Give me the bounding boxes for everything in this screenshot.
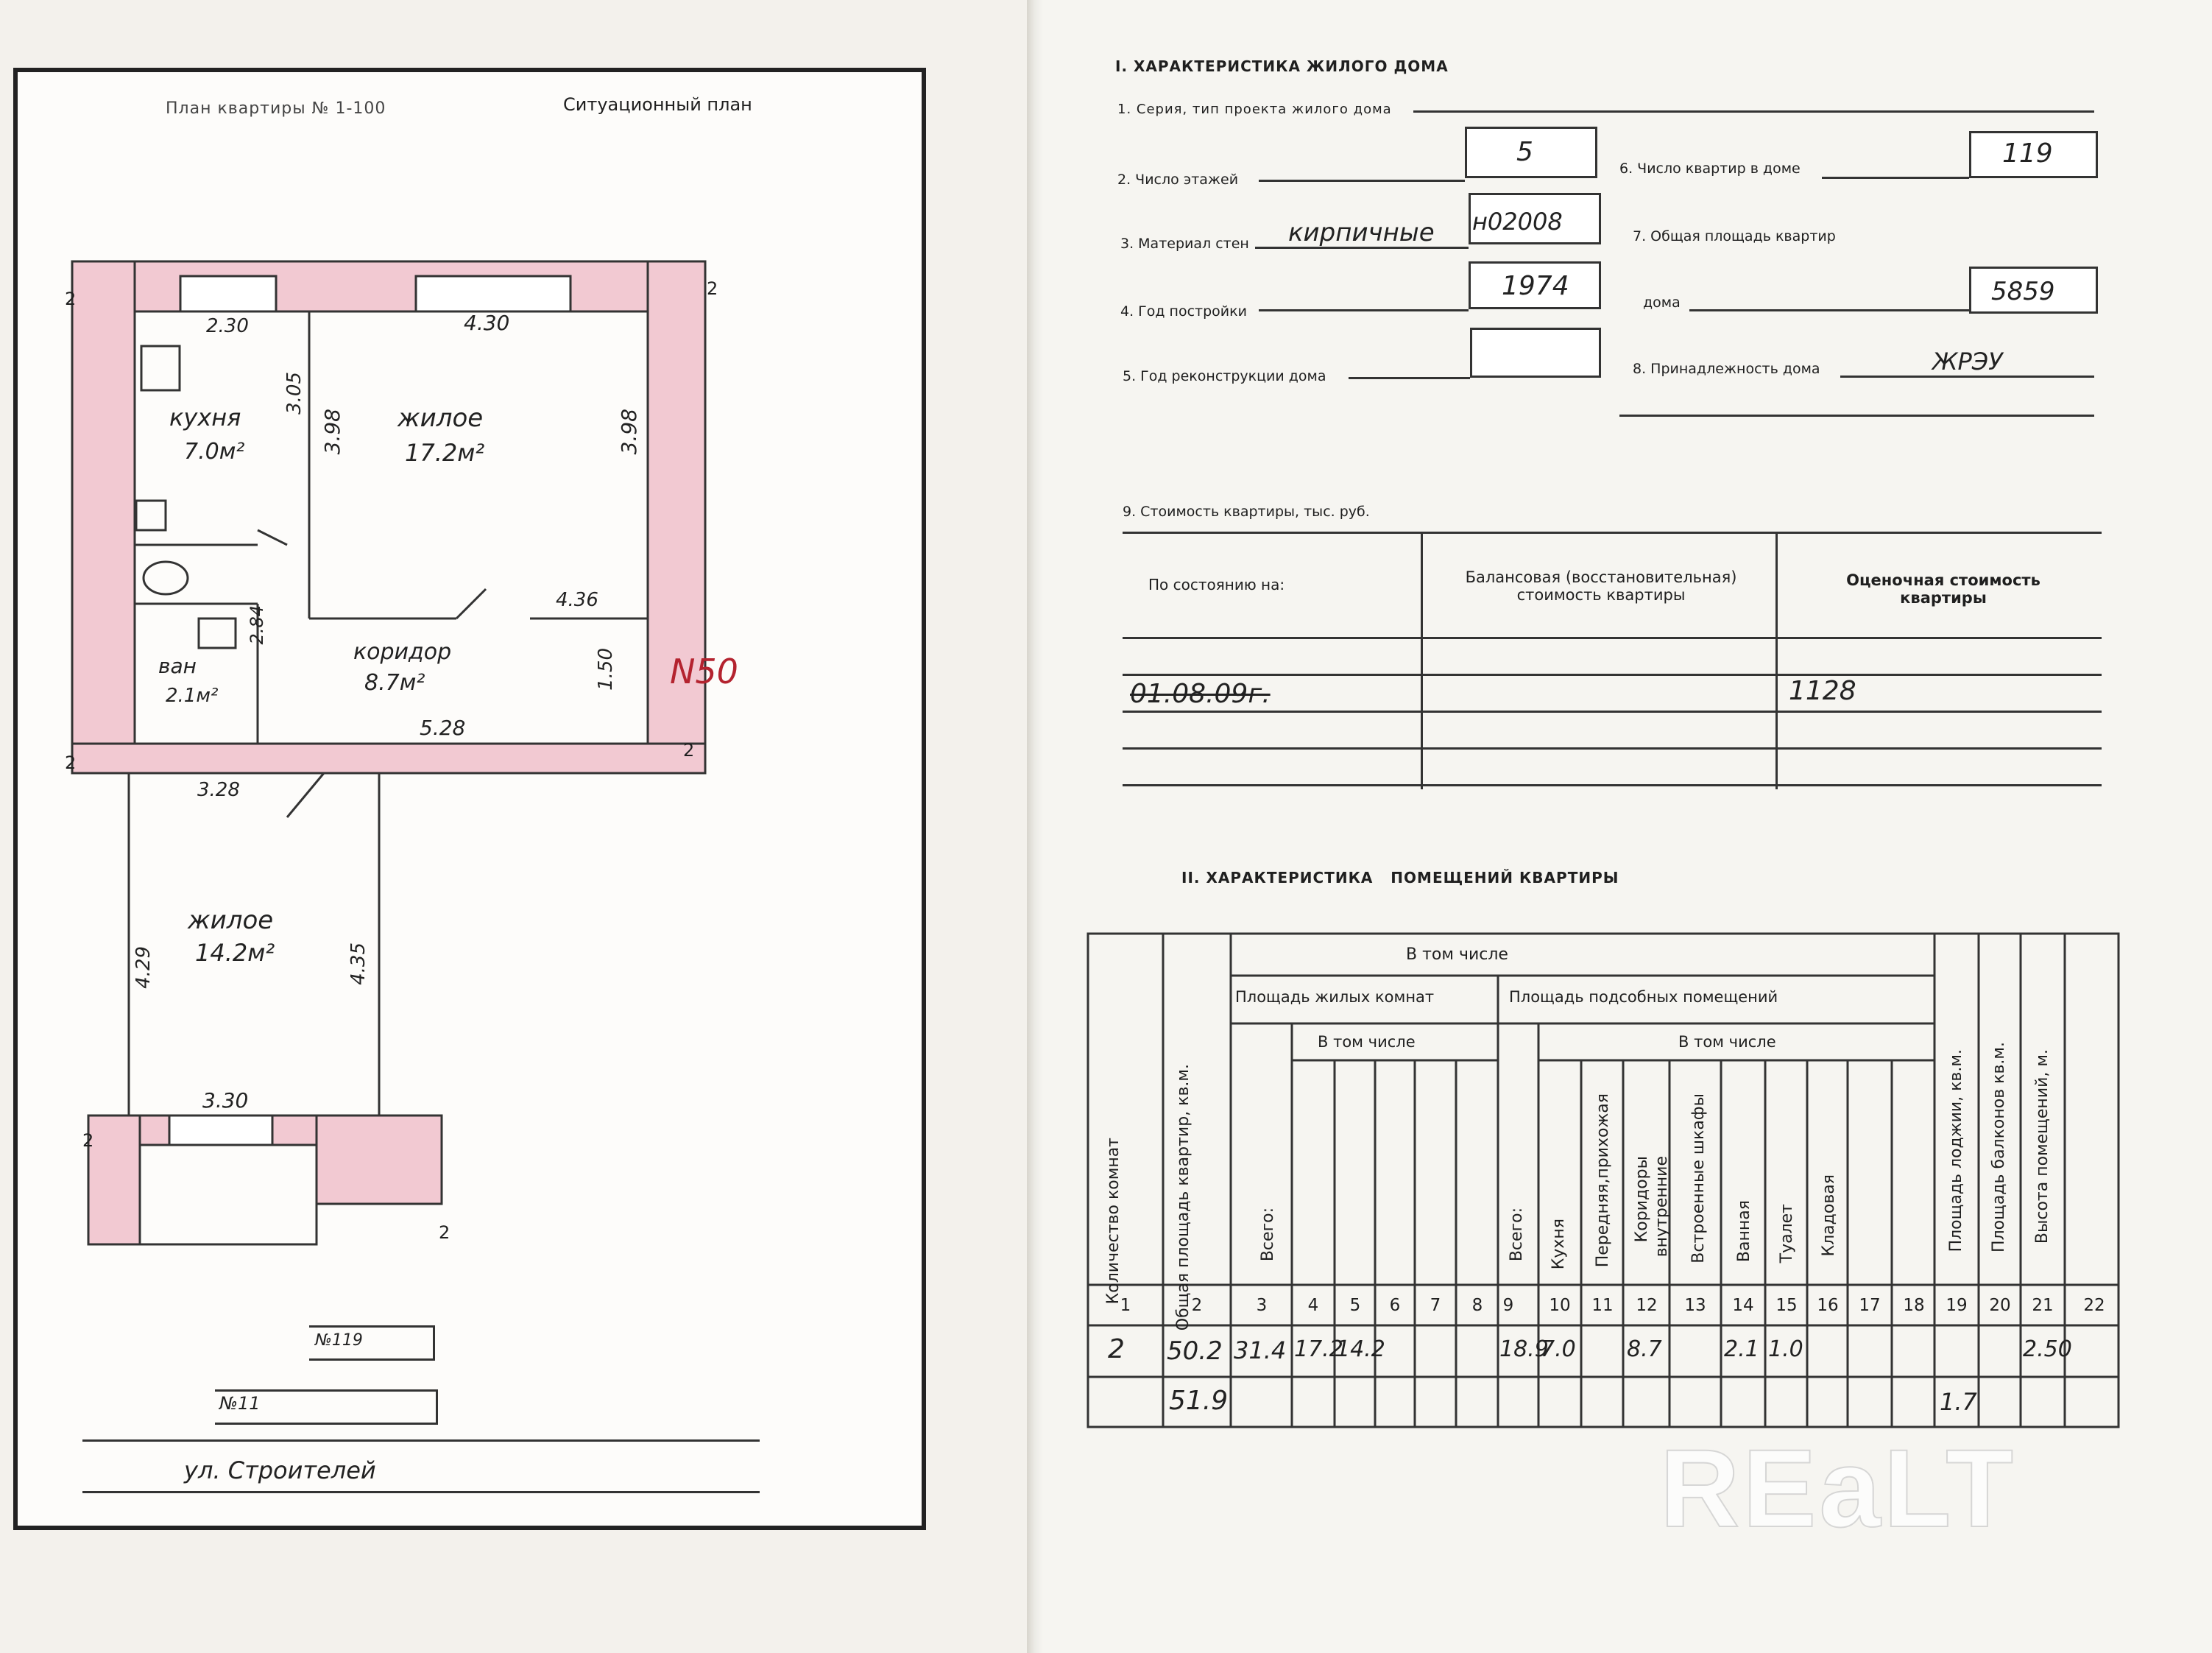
- col-number: 13: [1684, 1296, 1706, 1315]
- col-kitchen: Кухня: [1550, 1219, 1568, 1270]
- field-8-value: ЖРЭУ: [1932, 348, 2003, 376]
- dim-1-50: 1.50: [595, 648, 617, 691]
- cost-estimate-value: 1128: [1789, 676, 1856, 706]
- cell-room-1: 17.2: [1294, 1336, 1343, 1362]
- field-5-label: 5. Год реконструкции дома: [1123, 368, 1326, 384]
- dim-4-36: 4.36: [556, 589, 598, 611]
- col-number: 9: [1502, 1296, 1514, 1315]
- living2-area: 14.2м²: [195, 939, 275, 967]
- col-number: 21: [2032, 1296, 2054, 1315]
- cell-room-2: 14.2: [1336, 1336, 1385, 1362]
- section-2-heading: II. ХАРАКТЕРИСТИКА ПОМЕЩЕНИЙ КВАРТИРЫ: [1181, 869, 1619, 887]
- field-3-label: 3. Материал стен: [1120, 236, 1249, 252]
- cell-aux-total: 18.9: [1499, 1336, 1549, 1362]
- section-1-heading: I. ХАРАКТЕРИСТИКА ЖИЛОГО ДОМА: [1115, 57, 1449, 75]
- field-4-value: 1974: [1502, 271, 1569, 301]
- col-number: 8: [1471, 1296, 1483, 1315]
- field-9-label: 9. Стоимость квартиры, тыс. руб.: [1123, 504, 1370, 520]
- dim-4-30: 4.30: [464, 311, 510, 335]
- cell-total-area-2: 51.9: [1169, 1386, 1229, 1416]
- field-1-label: 1. Серия, тип проекта жилого дома: [1117, 102, 1392, 117]
- col-rooms-count: Количество комнат: [1104, 1138, 1123, 1305]
- col-total-area: Общая площадь квартир, кв.м.: [1174, 1064, 1192, 1331]
- col-hallway: Передняя,прихожая: [1594, 1093, 1612, 1268]
- col-number: 20: [1989, 1296, 2011, 1315]
- cell-kitchen: 7.0: [1541, 1336, 1576, 1362]
- dim-3-30: 3.30: [202, 1088, 249, 1113]
- wall-mark-tl: 2: [65, 289, 77, 309]
- dim-3-98-right: 3.98: [617, 409, 641, 455]
- apartment-number-mark: N50: [670, 652, 738, 691]
- building-11-label: №11: [219, 1393, 261, 1414]
- table-header-aux-including: В том числе: [1678, 1033, 1776, 1051]
- cost-header-estimate-line2: квартиры: [1900, 589, 1987, 607]
- col-number: 14: [1732, 1296, 1754, 1315]
- col-built-in-closets: Встроенные шкафы: [1689, 1093, 1708, 1263]
- col-bathroom: Ванная: [1735, 1200, 1753, 1263]
- col-number: 4: [1307, 1296, 1319, 1315]
- dim-4-35: 4.35: [347, 942, 370, 985]
- dim-3-05: 3.05: [283, 372, 305, 415]
- street-label: ул. Строителей: [184, 1456, 376, 1484]
- table-header-aux: Площадь подсобных помещений: [1509, 988, 1778, 1006]
- kitchen-area: 7.0м²: [184, 439, 245, 465]
- field-2-value: 5: [1516, 137, 1533, 167]
- building-119-label: №119: [315, 1331, 363, 1350]
- col-number: 22: [2083, 1296, 2105, 1315]
- col-corridors-internal: внутренние: [1653, 1156, 1671, 1258]
- cell-loggia: 1.7: [1940, 1388, 1977, 1416]
- col-number: 7: [1430, 1296, 1441, 1315]
- col-number: 19: [1946, 1296, 1968, 1315]
- field-2-label: 2. Число этажей: [1117, 172, 1239, 188]
- col-room-height: Высота помещений, м.: [2033, 1049, 2052, 1244]
- table-header-living-including: В том числе: [1318, 1033, 1416, 1051]
- col-number: 16: [1817, 1296, 1839, 1315]
- field-6-value: 119: [2002, 138, 2053, 169]
- dim-3-98-left: 3.98: [320, 409, 344, 455]
- col-number: 17: [1859, 1296, 1881, 1315]
- cell-corridors: 8.7: [1627, 1336, 1662, 1362]
- kitchen-label: кухня: [169, 403, 241, 431]
- wall-mark-mr: 2: [683, 740, 695, 761]
- dim-2-84: 2.84: [247, 605, 267, 645]
- col-number: 5: [1349, 1296, 1361, 1315]
- cell-living-total: 31.4: [1234, 1336, 1287, 1364]
- dim-2-30: 2.30: [206, 315, 249, 337]
- col-number: 15: [1775, 1296, 1798, 1315]
- cell-total-area: 50.2: [1167, 1336, 1223, 1366]
- table-header-including: В том числе: [1406, 945, 1508, 964]
- cost-date-value: 01.08.09г.: [1130, 679, 1271, 709]
- col-number: 11: [1591, 1296, 1614, 1315]
- plan-title: План квартиры № 1-100: [166, 99, 386, 118]
- col-number: 10: [1549, 1296, 1571, 1315]
- col-number: 3: [1256, 1296, 1268, 1315]
- field-7-value: 5859: [1991, 277, 2055, 306]
- cell-height: 2.50: [2023, 1336, 2072, 1362]
- field-3-value-b: н02008: [1472, 208, 1563, 236]
- col-living-total: Всего:: [1259, 1208, 1277, 1262]
- col-corridors: Коридоры: [1633, 1156, 1651, 1243]
- field-6-label: 6. Число квартир в доме: [1619, 161, 1801, 177]
- col-toilet: Туалет: [1778, 1204, 1796, 1263]
- watermark: REaLT: [1660, 1426, 2016, 1550]
- col-loggia-area: Площадь лоджии, кв.м.: [1947, 1049, 1965, 1252]
- corridor-label: коридор: [353, 639, 452, 665]
- field-7-label: 7. Общая площадь квартир: [1633, 228, 1836, 244]
- situation-title: Ситуационный план: [563, 94, 752, 115]
- col-number: 12: [1636, 1296, 1658, 1315]
- cell-toilet: 1.0: [1768, 1336, 1803, 1362]
- field-8-label: 8. Принадлежность дома: [1633, 361, 1820, 377]
- cost-header-balance-line1: Балансовая (восстановительная): [1465, 568, 1737, 586]
- cell-bathroom: 2.1: [1724, 1336, 1759, 1362]
- living1-area: 17.2м²: [405, 439, 485, 467]
- col-balcony-area: Площадь балконов кв.м.: [1990, 1042, 2008, 1252]
- col-number: 6: [1389, 1296, 1401, 1315]
- col-number: 1: [1120, 1296, 1131, 1315]
- corridor-area: 8.7м²: [364, 670, 425, 696]
- cell-rooms: 2: [1108, 1334, 1125, 1364]
- field-7-label-2: дома: [1643, 295, 1681, 311]
- table-header-living: Площадь жилых комнат: [1235, 988, 1435, 1006]
- field-4-label: 4. Год постройки: [1120, 303, 1247, 320]
- living2-label: жилое: [188, 906, 274, 935]
- col-storage: Кладовая: [1820, 1174, 1838, 1257]
- wall-mark-bl: 2: [82, 1130, 94, 1151]
- bath-label: ван: [158, 654, 197, 678]
- cost-header-date: По состоянию на:: [1148, 576, 1285, 593]
- col-number: 2: [1191, 1296, 1203, 1315]
- cost-header-estimate-line1: Оценочная стоимость: [1846, 571, 2040, 589]
- living1-label: жилое: [397, 403, 484, 433]
- dim-5-28: 5.28: [420, 716, 466, 740]
- cost-header-balance-line2: стоимость квартиры: [1516, 586, 1686, 604]
- wall-mark-br: 2: [439, 1222, 450, 1243]
- dim-3-28: 3.28: [197, 779, 240, 801]
- col-aux-total: Всего:: [1508, 1208, 1526, 1262]
- bath-area: 2.1м²: [166, 685, 219, 707]
- wall-mark-tr: 2: [707, 278, 718, 299]
- wall-mark-ml: 2: [65, 753, 77, 773]
- col-number: 18: [1903, 1296, 1925, 1315]
- dim-4-29: 4.29: [132, 946, 155, 989]
- field-3-value-a: кирпичные: [1288, 218, 1435, 247]
